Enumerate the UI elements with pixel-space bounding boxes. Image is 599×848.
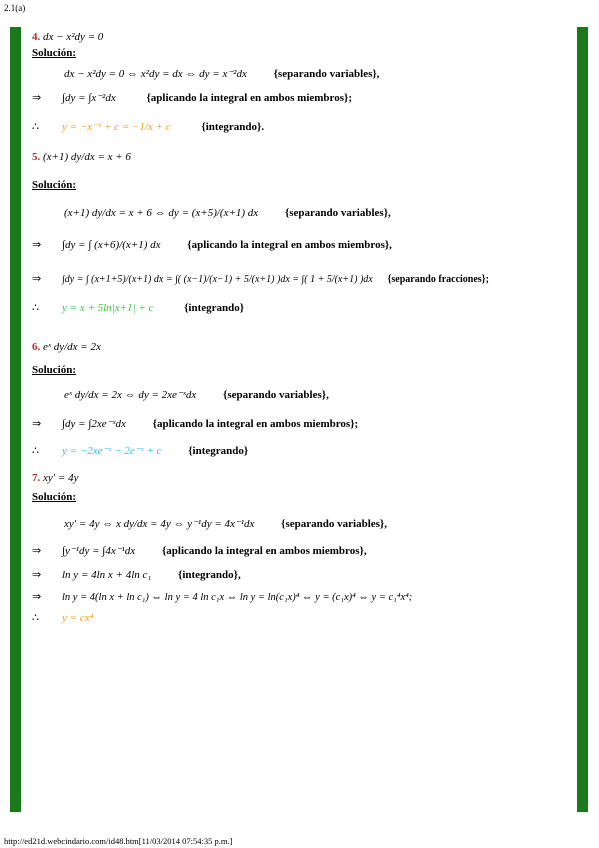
therefore-symbol: ∴ [32, 612, 39, 624]
right-green-bar [577, 27, 588, 812]
implies-symbol: ⇒ [32, 418, 42, 430]
equation-math: ∫dy = ∫2xe⁻ˣdx [62, 418, 126, 430]
solution-text: Solución: [32, 179, 77, 191]
problem-4-heading [32, 30, 103, 44]
equation-line [64, 67, 379, 81]
equation-note: {separando variables}, [284, 207, 391, 219]
equation-math: ln y = 4ln x + 4ln c₁ [62, 569, 152, 581]
equation-note: {integrando} [184, 302, 245, 314]
equation-math: ∫dy = ∫x⁻²dx [62, 92, 116, 104]
solution-text: Solución: [32, 364, 77, 376]
problem-statement: eˣ dy/dx = 2x [43, 341, 101, 353]
implies-symbol: ⇒ [32, 569, 42, 581]
implies-symbol: ⇒ [32, 92, 42, 104]
problem-number: 7. [32, 472, 41, 484]
equation-line [64, 206, 391, 220]
problem-7-heading [32, 471, 78, 485]
equation-math: ∫dy = ∫ (x+6)/(x+1) dx [62, 239, 161, 251]
problem-number: 4. [32, 31, 41, 43]
result-math: y = −2xe⁻ˣ − 2e⁻ˣ + c [62, 445, 162, 457]
equation-math: ln y = 4(ln x + ln c₁) ⇔ ln y = 4 ln c₁x ⇔ ln y = ln(c₁x)⁴ ⇔ y = (c₁x)⁴ ⇔ y = c₁⁴x⁴; [62, 592, 413, 603]
problem-statement: xy′ = 4y [43, 472, 79, 484]
equation-note: {separando variables}, [222, 389, 329, 401]
equation-note: {integrando}. [201, 121, 265, 133]
equation-note: {separando variables}, [281, 518, 387, 530]
equation-note: {separando variables}, [273, 68, 380, 80]
equation-note: {aplicando la integral en ambos miembros}; [146, 92, 353, 104]
equation-note: {integrando} [188, 445, 249, 457]
solution-label [32, 46, 76, 60]
implies-symbol: ⇒ [32, 545, 42, 557]
equation-note: {integrando}, [178, 569, 241, 581]
equation-line [64, 517, 387, 531]
solution-label [32, 490, 76, 504]
equation-line [32, 91, 352, 105]
equation-line [32, 544, 367, 558]
result-line [32, 444, 248, 458]
problem-number: 6. [32, 341, 41, 353]
equation-line [32, 417, 358, 431]
problem-number: 5. [32, 151, 41, 163]
equation-math: eˣ dy/dx = 2x ⇔ dy = 2xe⁻ˣdx [64, 389, 197, 401]
equation-line [64, 388, 329, 402]
implies-symbol: ⇒ [32, 273, 42, 285]
equation-line [32, 590, 412, 605]
equation-note: {aplicando la integral en ambos miembros}, [161, 545, 367, 557]
result-line [32, 611, 93, 625]
result-math: y = x + 5ln|x+1| + c [62, 302, 154, 314]
equation-math: (x+1) dy/dx = x + 6 ⇔ dy = (x+5)/(x+1) dx [64, 207, 259, 219]
implies-symbol: ⇒ [32, 591, 42, 603]
therefore-symbol: ∴ [32, 302, 39, 314]
equation-note: {aplicando la integral en ambos miembros}; [152, 418, 359, 430]
page-header: 2.1(a) [4, 3, 26, 13]
equation-math: xy′ = 4y ⇔ x dy/dx = 4y ⇔ y⁻¹dy = 4x⁻¹dx [64, 518, 255, 530]
therefore-symbol: ∴ [32, 445, 39, 457]
left-green-bar [10, 27, 21, 812]
problem-statement: dx − x²dy = 0 [43, 31, 104, 43]
equation-math: dx − x²dy = 0 ⇔ x²dy = dx ⇔ dy = x⁻²dx [64, 68, 247, 80]
problem-5-heading [32, 150, 131, 164]
solution-label [32, 363, 76, 377]
solution-text: Solución: [32, 491, 77, 503]
result-math: y = cx⁴ [62, 612, 94, 624]
solution-label [32, 178, 76, 192]
equation-note: {separando fracciones}; [387, 274, 489, 285]
implies-symbol: ⇒ [32, 239, 42, 251]
result-math: y = −x⁻¹ + c = −1/x + c [62, 121, 171, 133]
solution-text: Solución: [32, 47, 77, 59]
problem-6-heading [32, 340, 101, 354]
page-footer-url: http://ed21d.webcindario.com/id48.htm[11/03/2014 07:54:35 p.m.] [4, 836, 233, 846]
equation-math: ∫y⁻¹dy = ∫4x⁻¹dx [62, 545, 136, 557]
problem-statement: (x+1) dy/dx = x + 6 [43, 151, 131, 163]
therefore-symbol: ∴ [32, 121, 39, 133]
result-line [32, 120, 264, 134]
equation-line [32, 272, 489, 287]
equation-line [32, 238, 392, 252]
equation-math: ∫dy = ∫ (x+1+5)/(x+1) dx = ∫( (x−1)/(x−1) + 5/(x+1) )dx = ∫( 1 + 5/(x+1) )dx [62, 274, 373, 285]
equation-line [32, 568, 241, 582]
result-line [32, 301, 244, 315]
equation-note: {aplicando la integral en ambos miembros}, [187, 239, 392, 251]
